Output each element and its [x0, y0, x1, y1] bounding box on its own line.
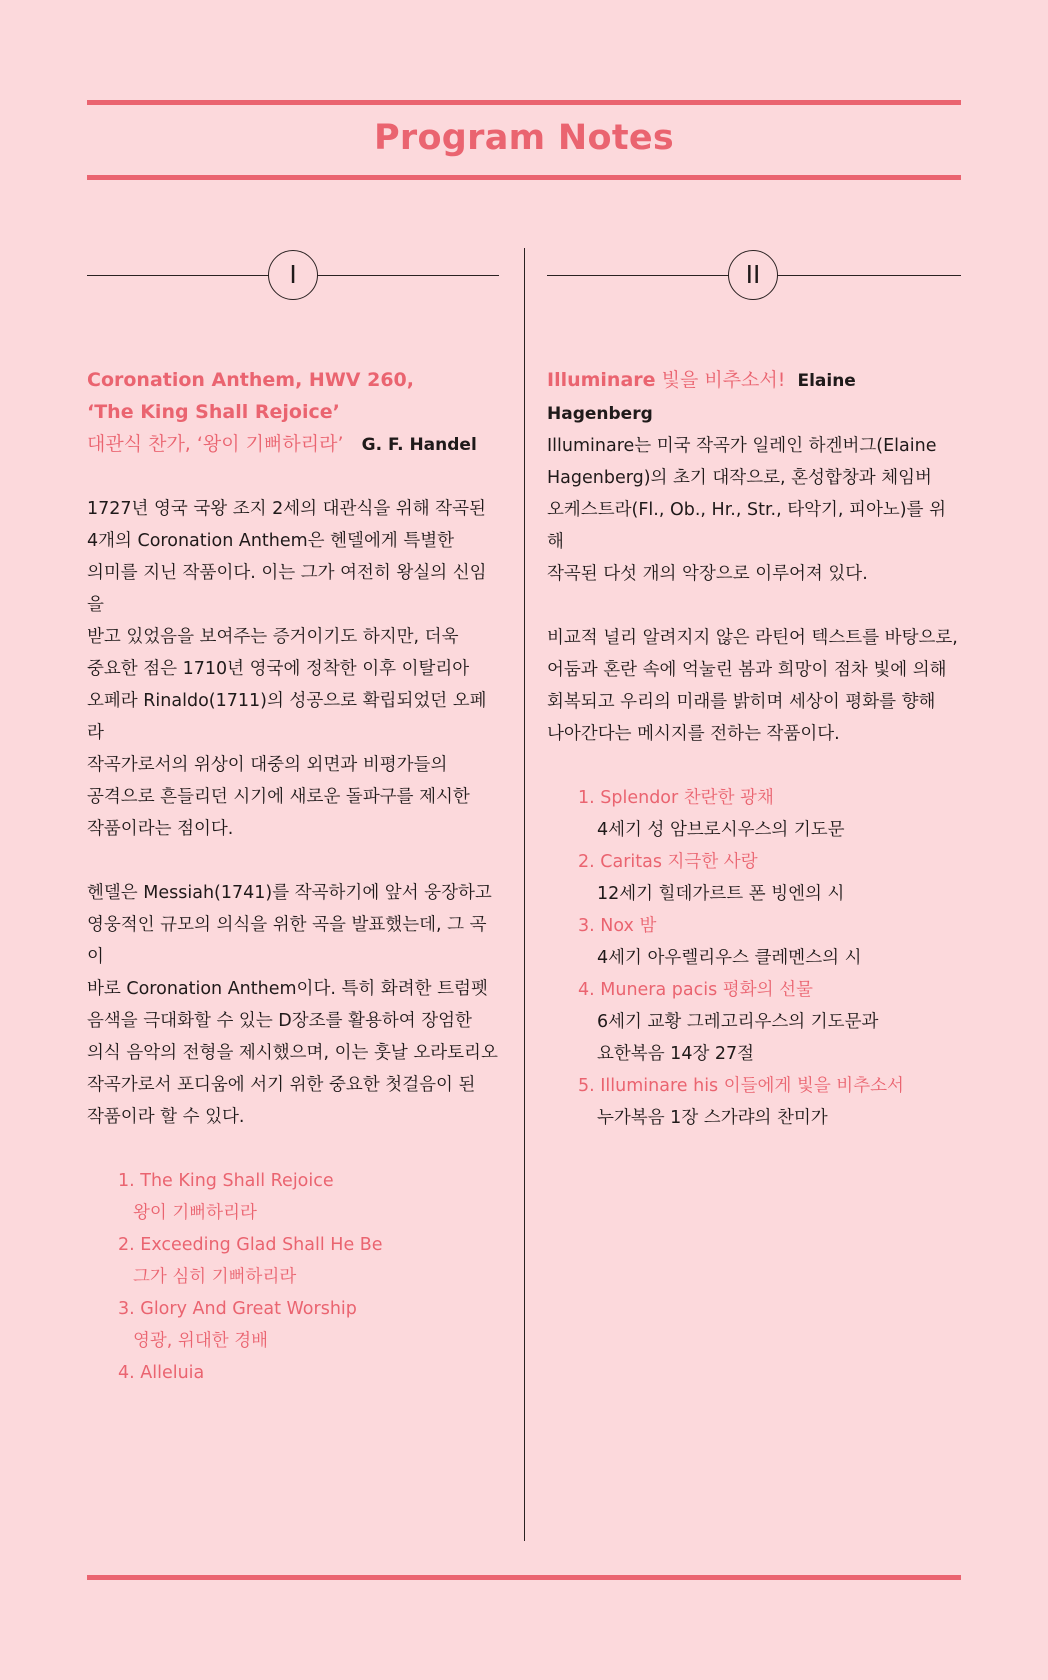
movement-item: [118, 1165, 499, 1229]
movement-item: [578, 782, 961, 846]
text-line: 헨델은 Messiah(1741)를 작곡하기에 앞서 웅장하고: [87, 883, 492, 903]
movement-subtitle: 4세기 아우렐리우스 클레멘스의 시: [597, 948, 862, 968]
movement-title: 5. Illuminare his 이들에게 빛을 비추소서: [578, 1076, 904, 1096]
text-line: 바로 Coronation Anthem이다. 특히 화려한 트럼펫: [87, 979, 488, 999]
text-line: 음색을 극대화할 수 있는 D장조를 활용하여 장엄한: [87, 1011, 472, 1031]
text-line: 영웅적인 규모의 의식을 위한 곡을 발표했는데, 그 곡이: [87, 915, 487, 967]
movement-subtitle: 4세기 성 암브로시우스의 기도문: [597, 820, 845, 840]
text-line: 의미를 지닌 작품이다. 이는 그가 여전히 왕실의 신임을: [87, 563, 487, 615]
section-2-work-heading: [547, 364, 961, 430]
text-line: 비교적 널리 알려지지 않은 라틴어 텍스트를 바탕으로,: [547, 628, 958, 648]
section-2-numeral: II: [728, 250, 778, 300]
movement-subtitle: 누가복음 1장 스가랴의 찬미가: [597, 1108, 828, 1128]
page-title: Program Notes: [373, 118, 675, 158]
movement-title: 4. Alleluia: [118, 1363, 205, 1383]
text-line: 오페라 Rinaldo(1711)의 성공으로 확립되었던 오페라: [87, 691, 487, 743]
section-1: [87, 250, 499, 1389]
text-line: 1727년 영국 국왕 조지 2세의 대관식을 위해 작곡된: [87, 499, 486, 519]
work-title-line-2: ‘The King Shall Rejoice’: [87, 401, 340, 423]
movement-title: 4. Munera pacis 평화의 선물: [578, 980, 813, 1000]
work-title-line-1: Coronation Anthem, HWV 260,: [87, 369, 414, 391]
work-subtitle: 대관식 찬가, ‘왕이 기뻐하리라’: [87, 433, 344, 455]
text-line: 작곡가로서의 위상이 대중의 외면과 비평가들의: [87, 755, 448, 775]
text-line: 공격으로 흔들리던 시기에 새로운 돌파구를 제시한: [87, 787, 470, 807]
movement-title: 2. Exceeding Glad Shall He Be: [118, 1235, 383, 1255]
section-1-work-heading: [87, 364, 499, 461]
movement-title: 2. Caritas 지극한 사랑: [578, 852, 758, 872]
text-line: 중요한 점은 1710년 영국에 정착한 이후 이탈리아: [87, 659, 470, 679]
text-line: 작곡된 다섯 개의 악장으로 이루어져 있다.: [547, 564, 868, 584]
title-rule: [87, 175, 961, 180]
section-1-paragraph-1: [87, 493, 499, 845]
column-divider: [524, 248, 525, 1541]
section-2-paragraph-1: [547, 430, 961, 590]
text-line: 작품이라는 점이다.: [87, 819, 234, 839]
section-2: [547, 250, 961, 1134]
movement-item: [118, 1229, 499, 1293]
section-1-numeral: I: [268, 250, 318, 300]
movement-item: [578, 1070, 961, 1134]
text-line: Hagenberg)의 초기 대작으로, 혼성합창과 체임버: [547, 468, 932, 488]
top-rule: [87, 100, 961, 105]
movement-title: 1. Splendor 찬란한 광채: [578, 788, 774, 808]
section-2-movement-list: [547, 782, 961, 1134]
text-line: 받고 있었음을 보여주는 증거이기도 하지만, 더욱: [87, 627, 459, 647]
text-line: 4개의 Coronation Anthem은 헨델에게 특별한: [87, 531, 455, 551]
movement-subtitle: 그가 심히 기뻐하리라: [133, 1267, 297, 1287]
composer-name: Elaine Hagenberg: [547, 371, 856, 424]
movement-subtitle: 영광, 위대한 경배: [133, 1331, 269, 1351]
work-subtitle: 빛을 비추소서!: [661, 369, 786, 391]
text-line: 의식 음악의 전형을 제시했으며, 이는 훗날 오라토리오: [87, 1043, 498, 1063]
bottom-rule: [87, 1575, 961, 1580]
movement-item: [578, 846, 961, 910]
text-line: 오케스트라(Fl., Ob., Hr., Str., 타악기, 피아노)를 위해: [547, 500, 946, 552]
movement-subtitle: 6세기 교황 그레고리우스의 기도문과: [597, 1012, 879, 1032]
movement-title: 1. The King Shall Rejoice: [118, 1171, 334, 1191]
movement-item: [118, 1293, 499, 1357]
section-1-paragraph-2: [87, 877, 499, 1133]
text-line: 나아간다는 메시지를 전하는 작품이다.: [547, 724, 840, 744]
work-title: Illuminare: [547, 369, 656, 391]
movement-title: 3. Nox 밤: [578, 916, 657, 936]
movement-item: [578, 910, 961, 974]
movement-item: [578, 974, 961, 1070]
movement-title: 3. Glory And Great Worship: [118, 1299, 357, 1319]
movement-subtitle: 12세기 힐데가르트 폰 빙엔의 시: [597, 884, 845, 904]
section-1-header: [87, 250, 499, 302]
text-line: Illuminare는 미국 작곡가 일레인 하겐버그(Elaine: [547, 436, 937, 456]
composer-name: G. F. Handel: [361, 435, 477, 455]
section-2-paragraph-2: [547, 622, 961, 750]
movement-subtitle: 요한복음 14장 27절: [597, 1044, 755, 1064]
section-1-movement-list: [87, 1165, 499, 1389]
movement-subtitle: 왕이 기뻐하리라: [133, 1203, 257, 1223]
section-2-header: [547, 250, 961, 302]
text-line: 작곡가로서 포디움에 서기 위한 중요한 첫걸음이 된: [87, 1075, 476, 1095]
text-line: 회복되고 우리의 미래를 밝히며 세상이 평화를 향해: [547, 692, 936, 712]
text-line: 어둠과 혼란 속에 억눌린 봄과 희망이 점차 빛에 의해: [547, 660, 947, 680]
movement-item: [118, 1357, 499, 1389]
text-line: 작품이라 할 수 있다.: [87, 1107, 245, 1127]
